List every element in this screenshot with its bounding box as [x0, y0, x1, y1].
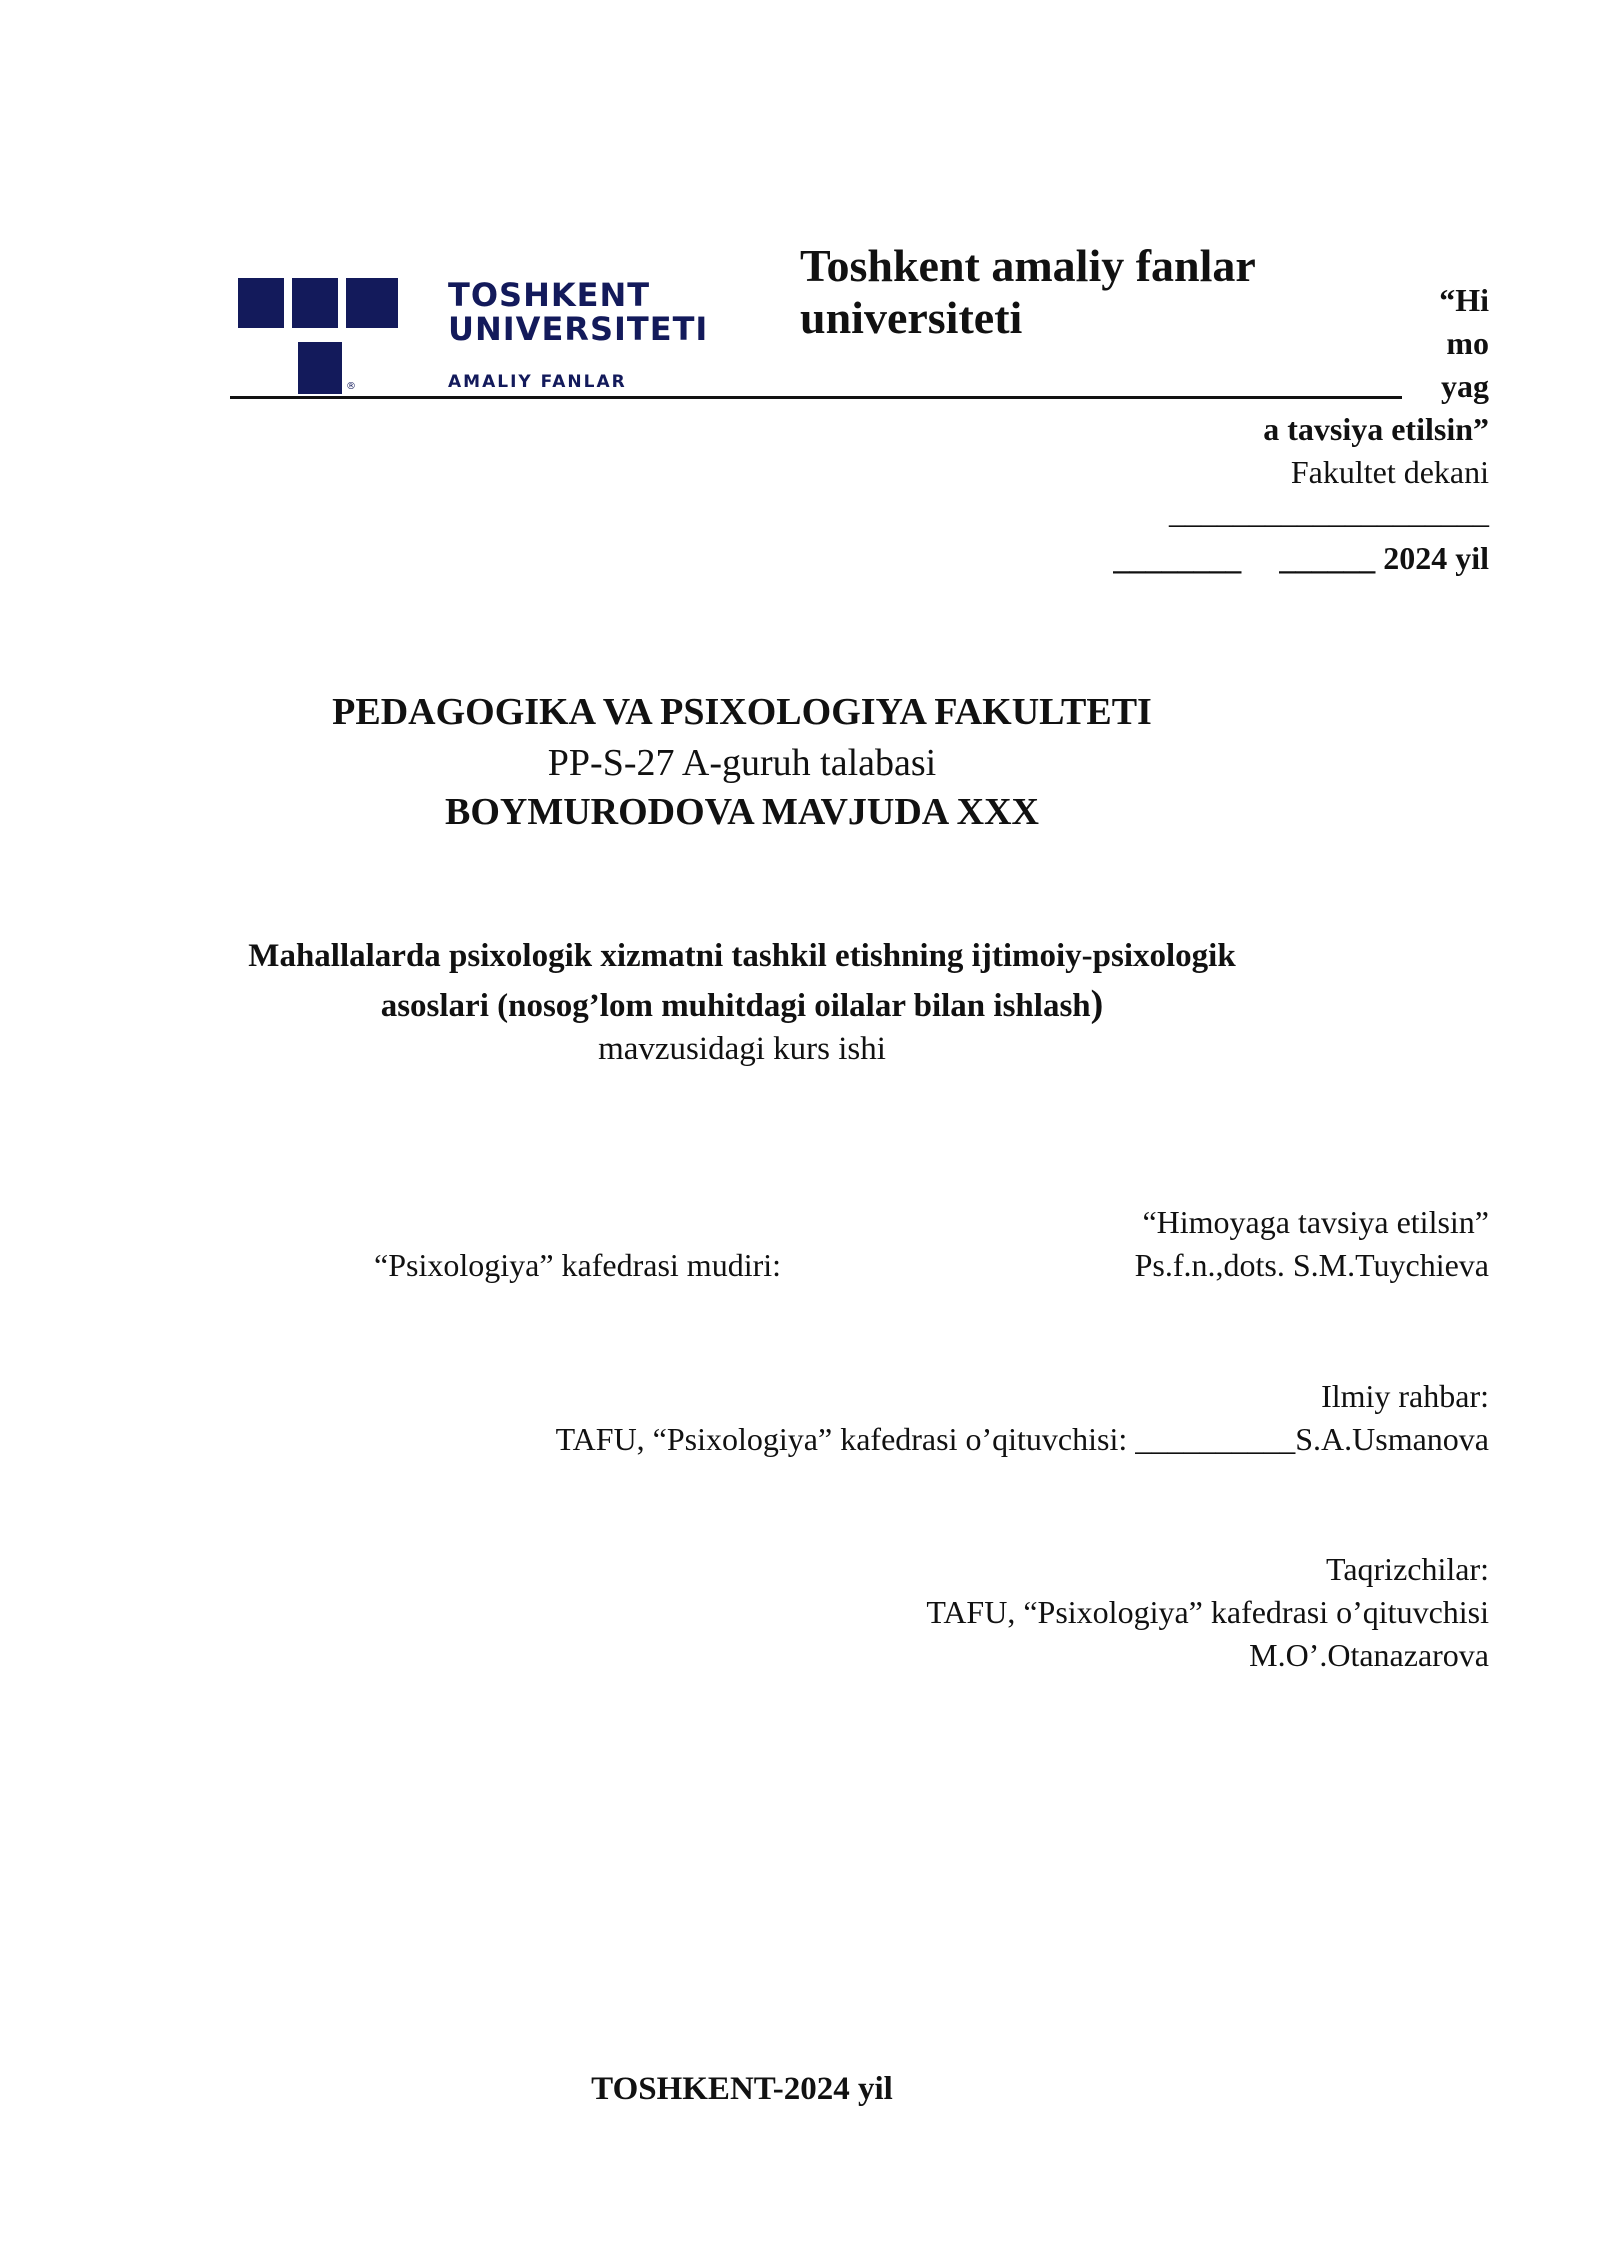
supervisor-label: Ilmiy rahbar:	[1321, 1378, 1489, 1414]
university-name-line2: universiteti	[800, 292, 1023, 343]
topic-closing-paren: )	[1090, 983, 1104, 1025]
approval-date	[1113, 540, 1489, 577]
department-head-label: “Psixologiya” kafedrasi mudiri:	[374, 1247, 782, 1283]
reviewer-name: M.O’.Otanazarova	[1249, 1637, 1489, 1673]
reviewers-label: Taqrizchilar:	[1326, 1551, 1489, 1587]
approval-word-part2: mo	[1446, 325, 1489, 361]
department-head-name: Ps.f.n.,dots. S.M.Tuychieva	[1134, 1247, 1489, 1283]
topic-subtitle: mavzusidagi kurs ishi	[598, 1031, 886, 1067]
supervisor-line: TAFU, “Psixologiya” kafedrasi o’qituvchisi: __________S.A.Usmanova	[555, 1421, 1489, 1457]
dean-title: Fakultet dekani	[1290, 454, 1489, 490]
reviewer-position: TAFU, “Psixologiya” kafedrasi o’qituvchisi	[926, 1594, 1489, 1630]
approval-word-part1: “Hi	[1439, 282, 1489, 318]
logo-text-universiteti: UNIVERSITETI	[448, 310, 709, 348]
faculty-name: PEDAGOGIKA VA PSIXOLOGIYA FAKULTETI	[332, 691, 1152, 733]
topic-line2-text: asoslari (nosog’lom muhitdagi oilalar bilan ishlash	[380, 988, 1091, 1024]
student-name: BOYMURODOVA MAVJUDA XXX	[445, 791, 1039, 833]
university-name	[800, 240, 1320, 344]
student-group: PP-S-27 A-guruh talabasi	[547, 742, 937, 784]
date-blank-day: ________	[1113, 540, 1242, 576]
approval-recommend-line: a tavsiya etilsin”	[1263, 411, 1489, 447]
topic-line1: Mahallalarda psixologik xizmatni tashkil etishning ijtimoiy-psixologik	[248, 938, 1236, 974]
university-logo-mark	[238, 278, 398, 394]
logo-text-toshkent: TOSHKENT	[448, 276, 651, 314]
dean-signature-line: ____________________	[1169, 494, 1489, 530]
logo-text-amaliy-fanlar: AMALIY FANLAR	[448, 372, 627, 392]
topic-line2	[0, 982, 1542, 1026]
date-blank-month: ______	[1279, 540, 1376, 576]
date-year: 2024 yil	[1383, 540, 1489, 576]
university-name-line1: Toshkent amaliy fanlar	[800, 240, 1256, 291]
approval-word-part3: yag	[1441, 368, 1489, 404]
logo-registered-mark: ®	[346, 381, 356, 392]
defense-recommend: “Himoyaga tavsiya etilsin”	[1142, 1204, 1489, 1240]
footer-city-year: TOSHKENT-2024 yil	[591, 2071, 893, 2107]
header-divider	[230, 396, 1402, 399]
